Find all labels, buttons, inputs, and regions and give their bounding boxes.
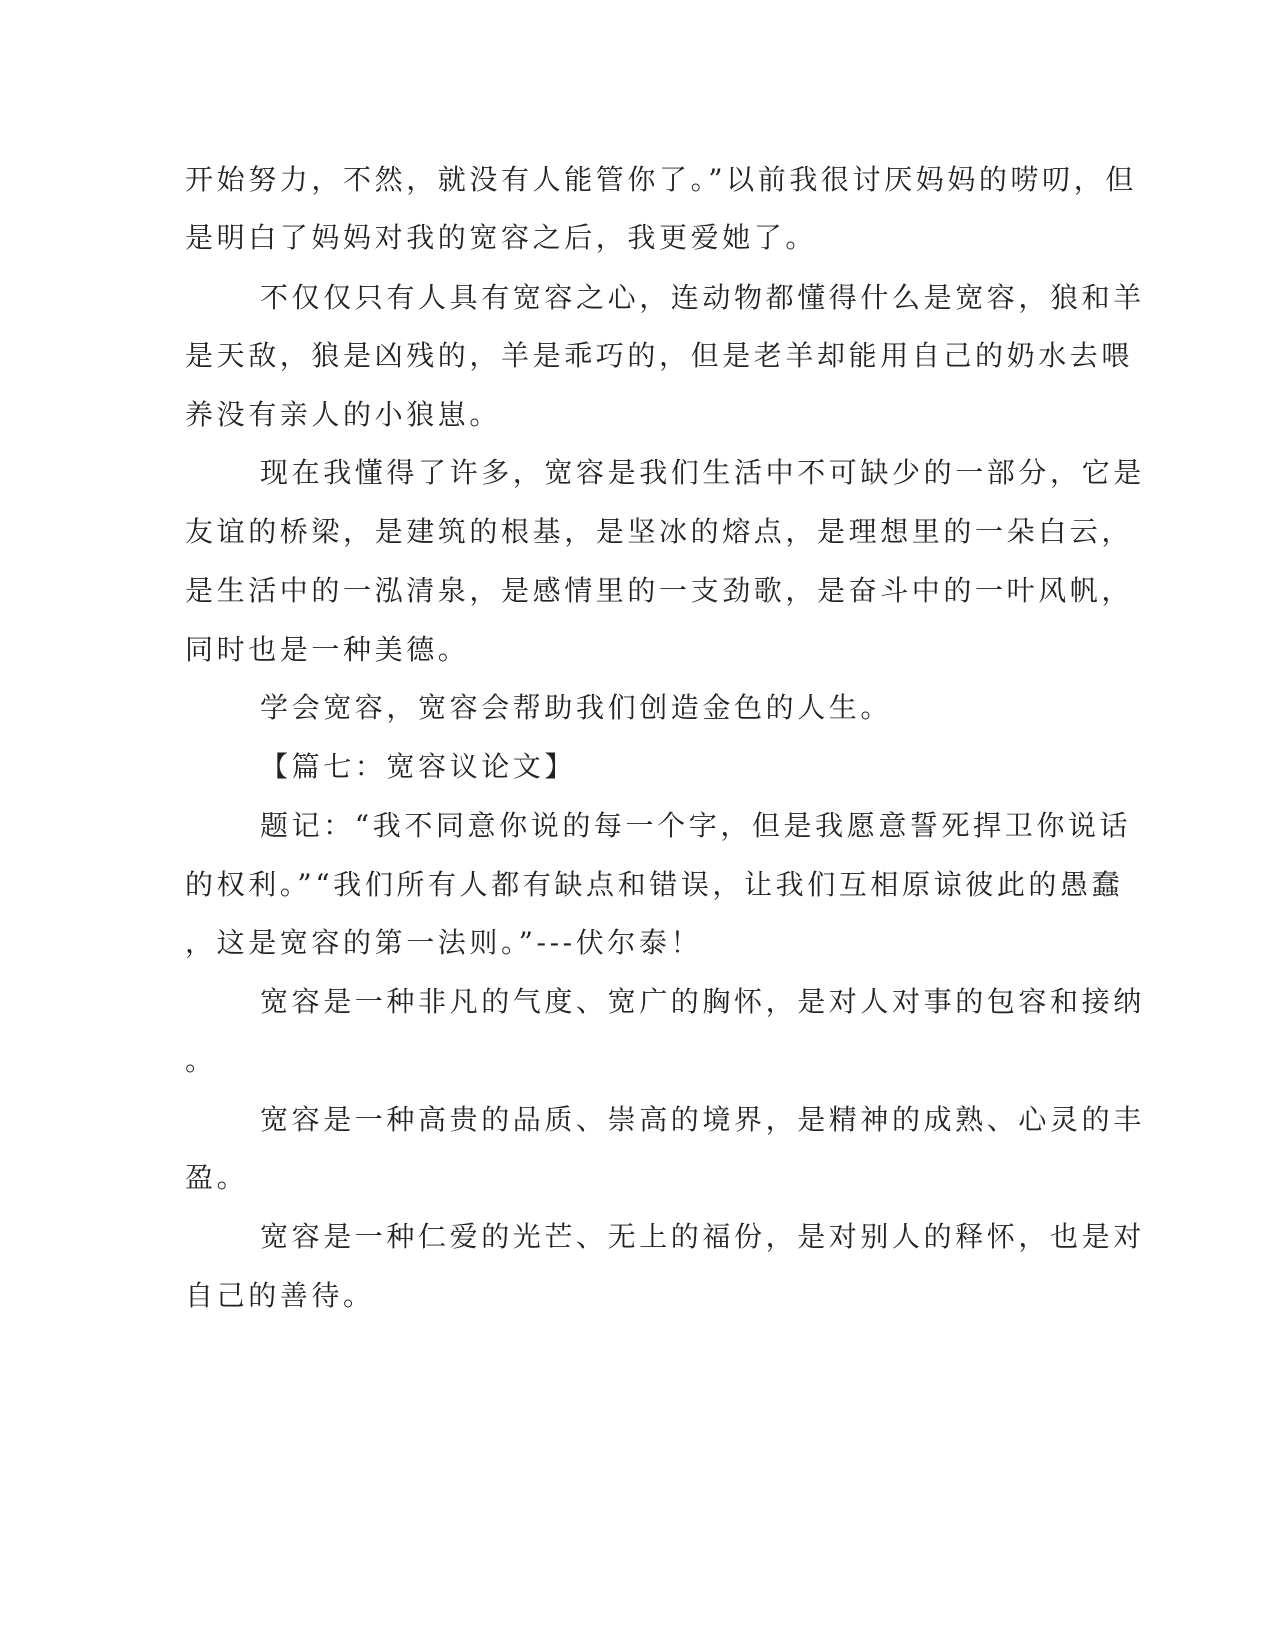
- text-line: 自己的善待。: [185, 1279, 375, 1312]
- text-line: 养没有亲人的小狼崽。: [185, 398, 502, 431]
- text-line: 同时也是一种美德。: [185, 633, 470, 666]
- text-line: 宽容是一种非凡的气度、宽广的胸怀，是对人对事的包容和接纳: [260, 985, 1145, 1018]
- text-line: 现在我懂得了许多，宽容是我们生活中不可缺少的一部分，它是: [260, 456, 1145, 489]
- text-line: 是天敌，狼是凶残的，羊是乖巧的，但是老羊却能用自己的奶水去喂: [185, 339, 1134, 372]
- text-line: 宽容是一种仁爱的光芒、无上的福份，是对别人的释怀，也是对: [260, 1220, 1145, 1253]
- text-line: 不仅仅只有人具有宽容之心，连动物都懂得什么是宽容，狼和羊: [260, 281, 1145, 314]
- text-line: ，这是宽容的第一法则。”---伏尔泰！: [185, 926, 703, 959]
- section-heading: 【篇七：宽容议论文】: [260, 750, 577, 783]
- text-line: 的权利。”“我们所有人都有缺点和错误，让我们互相原谅彼此的愚蠢: [185, 868, 1124, 901]
- text-line: 宽容是一种高贵的品质、崇高的境界，是精神的成熟、心灵的丰: [260, 1103, 1145, 1136]
- text-line: 题记：“我不同意你说的每一个字，但是我愿意誓死捍卫你说话: [260, 809, 1132, 842]
- text-line: 盈。: [185, 1161, 249, 1194]
- text-line: 友谊的桥梁，是建筑的根基，是坚冰的熔点，是理想里的一朵白云，: [185, 515, 1134, 548]
- text-line: 是生活中的一泓清泉，是感情里的一支劲歌，是奋斗中的一叶风帆，: [185, 574, 1134, 607]
- text-line: 。: [185, 1044, 217, 1077]
- text-line: 是明白了妈妈对我的宽容之后，我更爱她了。: [185, 221, 818, 254]
- text-line: 学会宽容，宽容会帮助我们创造金色的人生。: [260, 691, 893, 724]
- text-line: 开始努力，不然，就没有人能管你了。”以前我很讨厌妈妈的唠叨，但: [185, 163, 1137, 196]
